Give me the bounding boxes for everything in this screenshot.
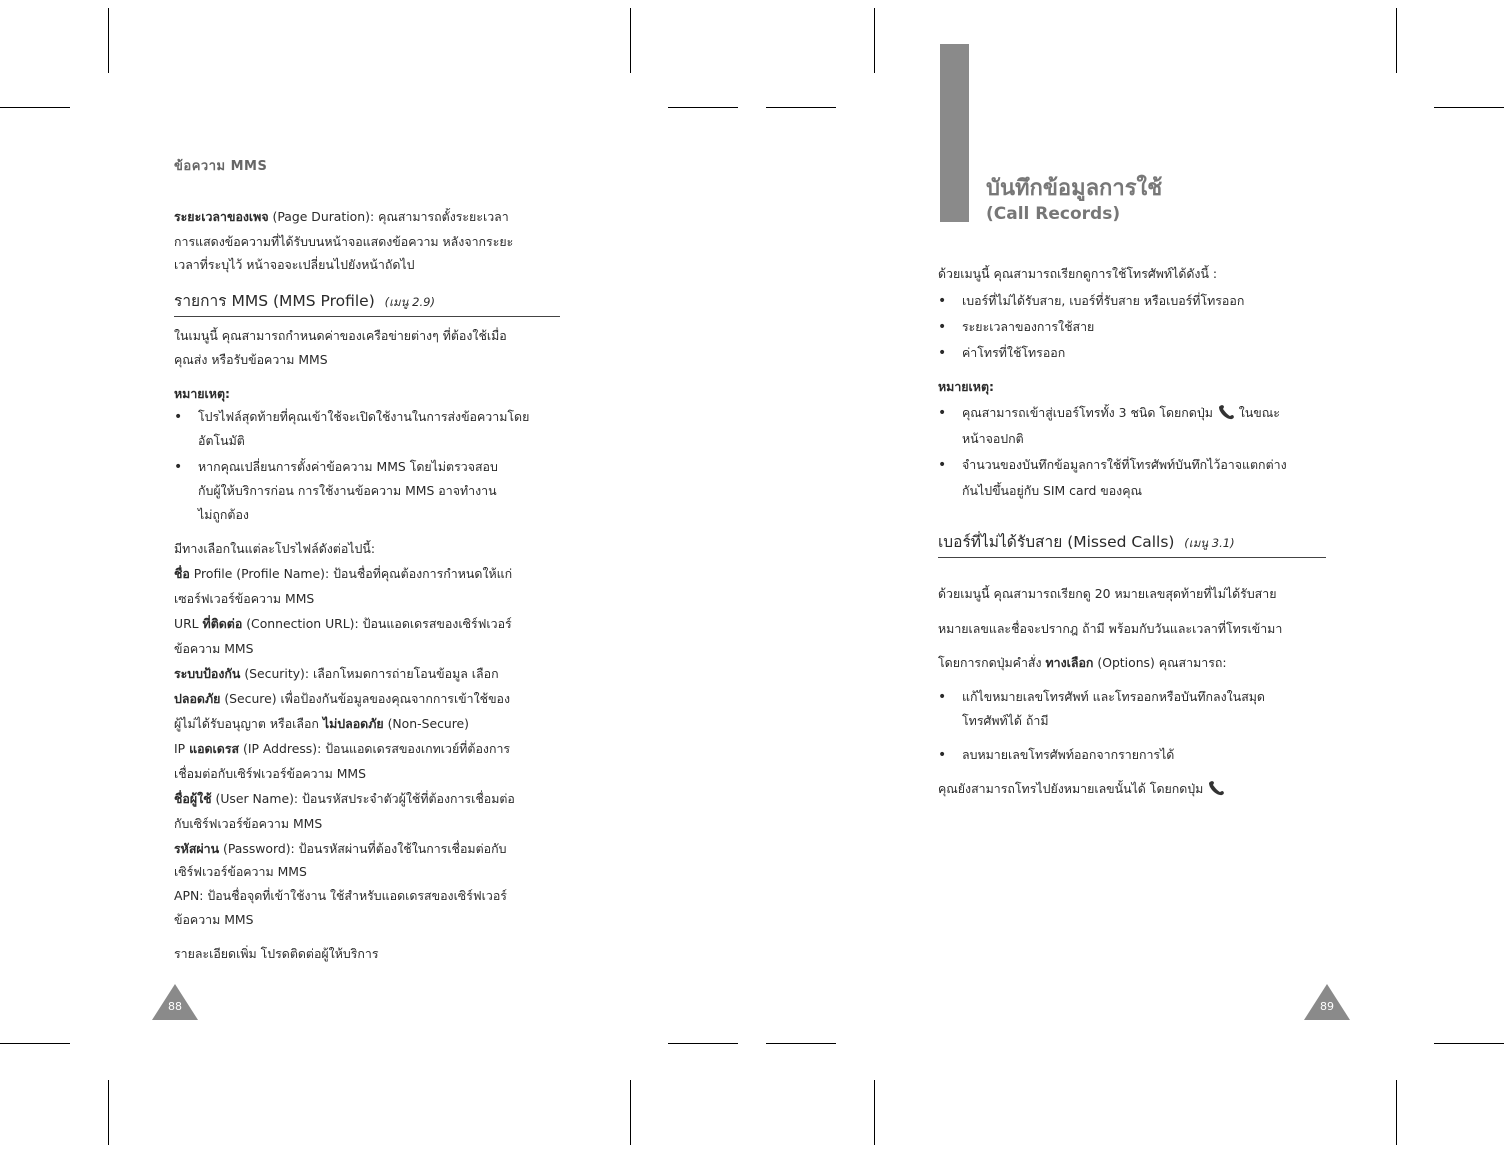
note-line: อัตโนมัติ bbox=[198, 433, 245, 448]
page-number: 89 bbox=[1320, 1000, 1334, 1013]
section-rule bbox=[938, 557, 1326, 558]
note-label: หมายเหตุ: bbox=[174, 386, 230, 401]
option-line: ข้อความ MMS bbox=[174, 641, 254, 656]
option-line: รหัสผ่าน (Password): ป้อนรหัสผ่านที่ต้องใช้ในการเชื่อมต่อกับ bbox=[174, 841, 507, 856]
page-duration-line: ระยะเวลาของเพจ (Page Duration): คุณสามารถตั้งระยะเวลา bbox=[174, 209, 509, 224]
options-intro: มีทางเลือกในแต่ละโปรไฟล์ดังต่อไปนี้: bbox=[174, 541, 376, 556]
note-label: หมายเหตุ: bbox=[938, 379, 994, 394]
option-line: IP แอดเดรส (IP Address): ป้อนแอดเดรสของเกทเวย์ที่ต้องการ bbox=[174, 741, 511, 756]
crop-mark bbox=[0, 1043, 70, 1044]
phone-send-icon bbox=[1217, 404, 1235, 420]
bullet-text: ลบหมายเลขโทรศัพท์ออกจากรายการได้ bbox=[962, 747, 1175, 762]
section-text: หมายเลขและชื่อจะปรากฎ ถ้ามี พร้อมกับวันและเวลาที่โทรเข้ามา bbox=[938, 621, 1283, 636]
section-rule bbox=[174, 316, 560, 317]
page-number-badge bbox=[1304, 984, 1350, 1020]
bullet: • bbox=[938, 747, 947, 763]
option-line: ปลอดภัย (Secure) เพื่อป้องกันข้อมูลของคุณจากการเข้าใช้ของ bbox=[174, 691, 511, 706]
option-line: URL ที่ติดต่อ (Connection URL): ป้อนแอดเดรสของเซิร์ฟเวอร์ bbox=[174, 616, 512, 631]
option-line: ชื่อผู้ใช้ (User Name): ป้อนรหัสประจำตัวผู้ใช้ที่ต้องการเชื่อมต่อ bbox=[174, 791, 515, 806]
crop-mark bbox=[0, 107, 70, 108]
phone-send-icon bbox=[1207, 780, 1225, 796]
crop-mark bbox=[668, 107, 738, 108]
bullet: • bbox=[174, 409, 183, 425]
intro-line: คุณส่ง หรือรับข้อความ MMS bbox=[174, 352, 328, 367]
note-line: คุณสามารถเข้าสู่เบอร์โทรทั้ง 3 ชนิด โดยกดปุ่ม ในขณะ bbox=[962, 405, 1280, 420]
crop-mark bbox=[630, 8, 631, 73]
option-line: เซิร์ฟเวอร์ข้อความ MMS bbox=[174, 864, 307, 879]
section-heading: รายการ MMS (MMS Profile) (เมนู 2.9) bbox=[174, 292, 435, 310]
page-duration-line: การแสดงข้อความที่ได้รับบนหน้าจอแสดงข้อความ หลังจากระยะ bbox=[174, 234, 514, 249]
bullet: • bbox=[938, 293, 947, 309]
footer-text: รายละเอียดเพิ่ม โปรดติดต่อผู้ให้บริการ bbox=[174, 946, 379, 961]
note-line: กับผู้ให้บริการก่อน การใช้งานข้อความ MMS อาจทำงาน bbox=[198, 483, 497, 498]
bullet: • bbox=[938, 457, 947, 473]
page-duration-line: เวลาที่ระบุไว้ หน้าจอจะเปลี่ยนไปยังหน้าถัดไป bbox=[174, 257, 415, 272]
bullet: • bbox=[938, 405, 947, 421]
option-line: เซอร์ฟเวอร์ข้อความ MMS bbox=[174, 591, 315, 606]
crop-mark bbox=[1396, 1080, 1397, 1145]
options-line: โดยการกดปุ่มคำสั่ง ทางเลือก (Options) คุณสามารถ: bbox=[938, 655, 1227, 670]
chapter-title: บันทึกข้อมูลการใช้ bbox=[986, 176, 1163, 201]
note-line: กันไปขึ้นอยู่กับ SIM card ของคุณ bbox=[962, 483, 1142, 498]
crop-mark bbox=[766, 107, 836, 108]
crop-mark bbox=[108, 1080, 109, 1145]
bullet-text: ค่าโทรที่ใช้โทรออก bbox=[962, 345, 1066, 360]
crop-mark bbox=[874, 8, 875, 73]
option-line: APN: ป้อนชื่อจุดที่เข้าใช้งาน ใช้สำหรับแอดเดรสของเซิร์ฟเวอร์ bbox=[174, 888, 507, 903]
chapter-tab bbox=[940, 44, 969, 222]
crop-mark bbox=[668, 1043, 738, 1044]
section-text: ด้วยเมนูนี้ คุณสามารถเรียกดู 20 หมายเลขสุดท้ายที่ไม่ได้รับสาย bbox=[938, 586, 1277, 601]
intro-line: ด้วยเมนูนี้ คุณสามารถเรียกดูการใช้โทรศัพท์ได้ดังนี้ : bbox=[938, 266, 1218, 281]
crop-mark bbox=[874, 1080, 875, 1145]
note-line: หน้าจอปกติ bbox=[962, 431, 1024, 446]
closing-line: คุณยังสามารถโทรไปยังหมายเลขนั้นได้ โดยกดปุ่ม bbox=[938, 780, 1225, 798]
crop-mark bbox=[1434, 1043, 1504, 1044]
bullet: • bbox=[938, 319, 947, 335]
bullet: • bbox=[938, 689, 947, 705]
crop-mark bbox=[766, 1043, 836, 1044]
bullet: • bbox=[938, 345, 947, 361]
chapter-subtitle: (Call Records) bbox=[986, 204, 1121, 224]
option-line: กับเซิร์ฟเวอร์ข้อความ MMS bbox=[174, 816, 323, 831]
option-line: ชื่อ Profile (Profile Name): ป้อนชื่อที่คุณต้องการกำหนดให้แก่ bbox=[174, 566, 513, 581]
bullet-text: เบอร์ที่ไม่ได้รับสาย, เบอร์ที่รับสาย หรือเบอร์ที่โทรออก bbox=[962, 293, 1245, 308]
option-line: ระบบป้องกัน (Security): เลือกโหมดการถ่ายโอนข้อมูล เลือก bbox=[174, 666, 499, 681]
intro-line: ในเมนูนี้ คุณสามารถกำหนดค่าของเครือข่ายต่างๆ ที่ต้องใช้เมื่อ bbox=[174, 328, 507, 343]
page-number-badge bbox=[152, 984, 198, 1020]
page-number: 88 bbox=[168, 1000, 182, 1013]
running-header: ข้อความ MMS bbox=[174, 159, 268, 174]
bullet-text: แก้ไขหมายเลขโทรศัพท์ และโทรออกหรือบันทึกลงในสมุด bbox=[962, 689, 1265, 704]
crop-mark bbox=[108, 8, 109, 73]
note-line: ไม่ถูกต้อง bbox=[198, 507, 249, 522]
option-line: ผู้ไม่ได้รับอนุญาต หรือเลือก ไม่ปลอดภัย (Non-Secure) bbox=[174, 716, 470, 731]
crop-mark bbox=[1434, 107, 1504, 108]
section-heading: เบอร์ที่ไม่ได้รับสาย (Missed Calls) (เมนู 3.1) bbox=[938, 533, 1235, 551]
note-line: หากคุณเปลี่ยนการตั้งค่าข้อความ MMS โดยไม่ตรวจสอบ bbox=[198, 459, 498, 474]
bullet-text: ระยะเวลาของการใช้สาย bbox=[962, 319, 1095, 334]
option-line: เชื่อมต่อกับเซิร์ฟเวอร์ข้อความ MMS bbox=[174, 766, 366, 781]
crop-mark bbox=[1396, 8, 1397, 73]
bullet: • bbox=[174, 459, 183, 475]
note-line: จำนวนของบันทึกข้อมูลการใช้ที่โทรศัพท์บันทึกไว้อาจแตกต่าง bbox=[962, 457, 1287, 472]
option-line: ข้อความ MMS bbox=[174, 912, 254, 927]
bullet-text: โทรศัพท์ได้ ถ้ามี bbox=[962, 713, 1049, 728]
note-line: โปรไฟล์สุดท้ายที่คุณเข้าใช้จะเปิดใช้งานในการส่งข้อความโดย bbox=[198, 409, 530, 424]
crop-mark bbox=[630, 1080, 631, 1145]
